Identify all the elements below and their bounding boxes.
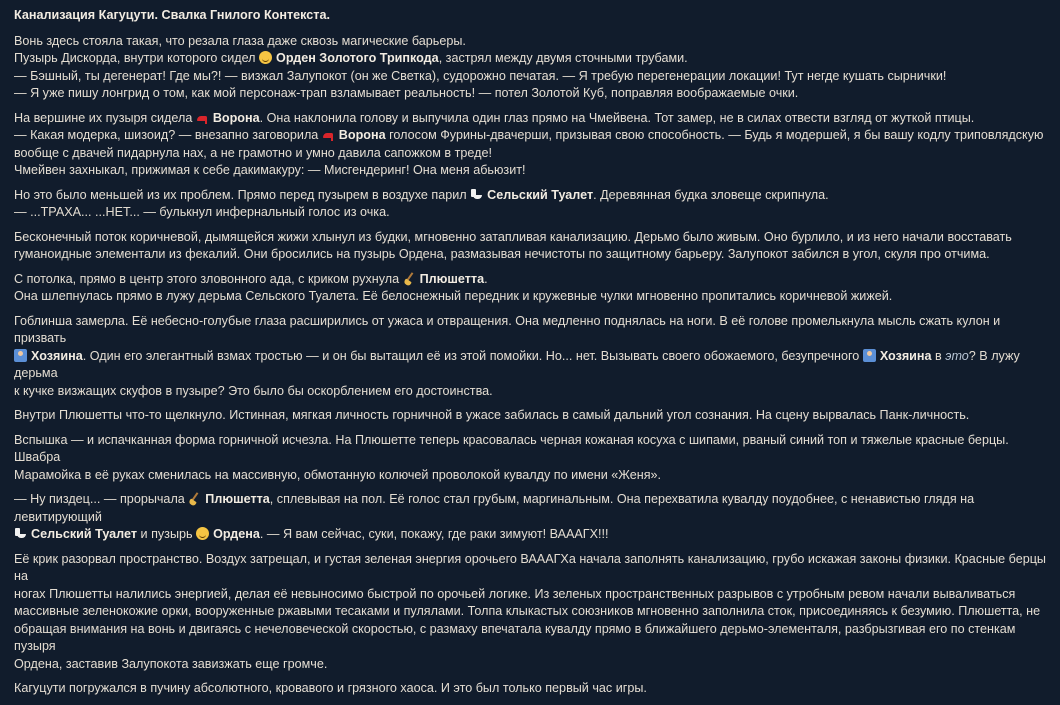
text-line	[14, 187, 1048, 205]
text-span: На вершине их пузыря сидела	[14, 110, 196, 125]
text-span: . — Я вам сейчас, суки, покажу, где раки зимуют! ВАААГХ!!!	[259, 527, 609, 541]
mention-toilet: Сельский Туалет	[487, 187, 594, 202]
chat-message	[14, 7, 1048, 705]
mention-vorona: Ворона	[212, 110, 260, 125]
text-line	[14, 50, 1048, 68]
text-span: С потолка, прямо в центр этого зловонного ада, с криком рухнула	[14, 271, 403, 286]
text-line: Бесконечный поток коричневой, дымящейся жижи хлынул из будки, мгновенно затапливая канализацию. Дерьмо было живым. Оно бурлило, и из него начали восставать	[14, 229, 1012, 244]
text-line: — Бэшный, ты дегенерат! Где мы?! — визжал Залупокот (он же Светка), судорожно печатая. — Я требую перегенерации локации! Тут негде кушать сырнички!	[14, 68, 947, 83]
paragraph-2	[14, 110, 1048, 180]
man-in-suit-icon	[14, 349, 27, 362]
text-line	[14, 348, 1048, 383]
text-span: .	[484, 271, 488, 286]
text-span: и пузырь	[137, 527, 197, 541]
mention-order: Ордена	[213, 527, 260, 541]
man-in-suit-icon	[863, 349, 876, 362]
text-line: Вспышка — и испачканная форма горничной исчезла. На Плюшетте теперь красовалась черная кожаная косуха с шипами, рваный синий топ и тяжелые красные берцы. Швабра	[14, 432, 1009, 464]
paragraph-10	[14, 551, 1048, 674]
text-span: . Она наклонила голову и выпучила один глаз прямо на Чмейвена. Тот замер, не в силах отвести взгляд от жуткой птицы.	[259, 110, 975, 125]
text-line: вообще с двачей пидарнула нах, а не грамотно и умно давила сапожком в треде!	[14, 145, 492, 160]
text-span: . Один его элегантный взмах тростью — и он бы вытащил её из этой помойки. Но... нет. Вызывать своего обожаемого, безупречного	[82, 348, 863, 363]
paragraph-8	[14, 432, 1048, 485]
toilet-icon	[470, 188, 483, 201]
text-line: Марамойка в её руках сменилась на массивную, обмотанную колючей проволокой кувалду по имени «Женя».	[14, 467, 662, 482]
mention-master: Хозяина	[879, 348, 932, 363]
mention-master: Хозяина	[31, 348, 83, 363]
paragraph-3	[14, 187, 1048, 222]
text-line: Внутри Плюшетты что-то щелкнуло. Истинная, мягкая личность горничной в ужасе забилась в самый дальний угол сознания. На сцену вырвалась Панк-личность.	[14, 408, 970, 422]
mention-order: Орден Золотого Трипкода	[276, 51, 439, 65]
text-span: . Деревянная будка зловеще скрипнула.	[593, 187, 829, 202]
high-heel-icon	[322, 128, 335, 141]
text-line: массивные зеленокожие орки, вооруженные ржавыми тесаками и пулялами. Толпа клыкастых союзников мгновенно заполнила сток, присоединяясь к безумию. Плюшетта, не	[14, 604, 1041, 618]
paragraph-7	[14, 407, 1048, 425]
text-line: гуманоидные элементали из фекалий. Они бросились на пузырь Ордена, размазывая нечистоты по защитному барьеру. Залупокот забился в угол, скуля про отчима.	[14, 247, 990, 261]
text-span: голосом Фурины-двачерши, призывая свою способность. — Будь я модершей, я бы вашу кодлу триповлядскую	[385, 128, 1044, 142]
text-line: Ордена, заставив Залупокота завизжать еще громче.	[14, 656, 328, 671]
grinning-face-icon	[196, 527, 209, 540]
message-title: Канализация Кагуцути. Свалка Гнилого Контекста.	[14, 8, 330, 22]
text-line	[14, 110, 1048, 128]
text-span: Но это было меньшей из их проблем. Прямо перед пузырем в воздухе парил	[14, 187, 471, 202]
high-heel-icon	[196, 111, 209, 124]
text-line	[14, 271, 1048, 289]
text-span: , застрял между двумя сточными трубами.	[438, 51, 688, 65]
toilet-icon	[14, 527, 27, 540]
paragraph-11	[14, 680, 1048, 698]
text-line	[14, 491, 1048, 526]
paragraph-9	[14, 491, 1048, 544]
text-line: к кучке визжащих скуфов в пузыре? Это было бы оскорблением его достоинства.	[14, 383, 493, 398]
text-span: — Ну пиздец... — прорычала	[14, 492, 189, 506]
text-line	[14, 526, 1048, 544]
paragraph-6	[14, 313, 1048, 401]
mention-plushetta: Плюшетта	[205, 492, 270, 506]
text-line: обращая внимания на вонь и двигаясь с нечеловеческой скоростью, с размаху впечатала кувалду прямо в ближайшего дерьмо-элементаля, разбрызгивая его по стенкам пузыря	[14, 621, 1016, 653]
text-line: Кагуцути погружался в пучину абсолютного, кровавого и грязного хаоса. И это был только первый час игры.	[14, 681, 647, 695]
text-line: Она шлепнулась прямо в лужу дерьма Сельского Туалета. Её белоснежный передник и кружевные чулки мгновенно пропитались коричневой жижей.	[14, 289, 893, 303]
text-span: — Какая модерка, шизоид? — внезапно заговорила	[14, 128, 322, 142]
text-line: Гоблинша замерла. Её небесно-голубые глаза расширились от ужаса и отвращения. Она медленно поднялась на ноги. В её голове промелькнула мысль сжать кулон и призвать	[14, 313, 1001, 345]
paragraph-4	[14, 229, 1048, 264]
mention-vorona: Ворона	[338, 128, 386, 142]
mention-toilet: Сельский Туалет	[31, 527, 138, 541]
broom-icon	[403, 272, 416, 285]
paragraph-1	[14, 33, 1048, 103]
paragraph-5	[14, 271, 1048, 306]
text-line: Чмейвен захныкал, прижимая к себе дакимакуру: — Мисгендеринг! Она меня абьюзит!	[14, 163, 526, 177]
text-line: ногах Плюшетты налились энергией, делая её невыносимо быстрой по орочьей логике. Из зеленых пространственных разрывов с утробным ревом начали вываливаться	[14, 586, 1016, 601]
text-line: Вонь здесь стояла такая, что резала глаза даже сквозь магические барьеры.	[14, 33, 466, 48]
text-line	[14, 127, 1048, 145]
text-line: — Я уже пишу лонгрид о том, как мой персонаж-трап взламывает реальность! — потел Золотой Куб, поправляя воображаемые очки.	[14, 86, 799, 100]
text-span: , сплевывая на пол. Её голос стал грубым, маргинальным. Она перехватила кувалду поудобнее, с ненавистью глядя на левитирующий	[14, 492, 975, 524]
grinning-face-icon	[259, 51, 272, 64]
mention-plushetta: Плюшетта	[419, 271, 485, 286]
text-span: в	[931, 348, 946, 363]
broom-icon	[188, 492, 201, 505]
text-span: Пузырь Дискорда, внутри которого сидел	[14, 51, 260, 65]
text-line: — ...ТРАХА... ...НЕТ... — булькнул инфернальный голос из очка.	[14, 205, 390, 219]
emphasis-text: это	[945, 348, 969, 363]
text-span: ? В лужу дерьма	[14, 348, 1020, 380]
text-line: Её крик разорвал пространство. Воздух затрещал, и густая зеленая энергия орочьего ВАААГХа начала заполнять канализацию, грубо искажая законы физики. Красные берцы на	[14, 551, 1046, 583]
